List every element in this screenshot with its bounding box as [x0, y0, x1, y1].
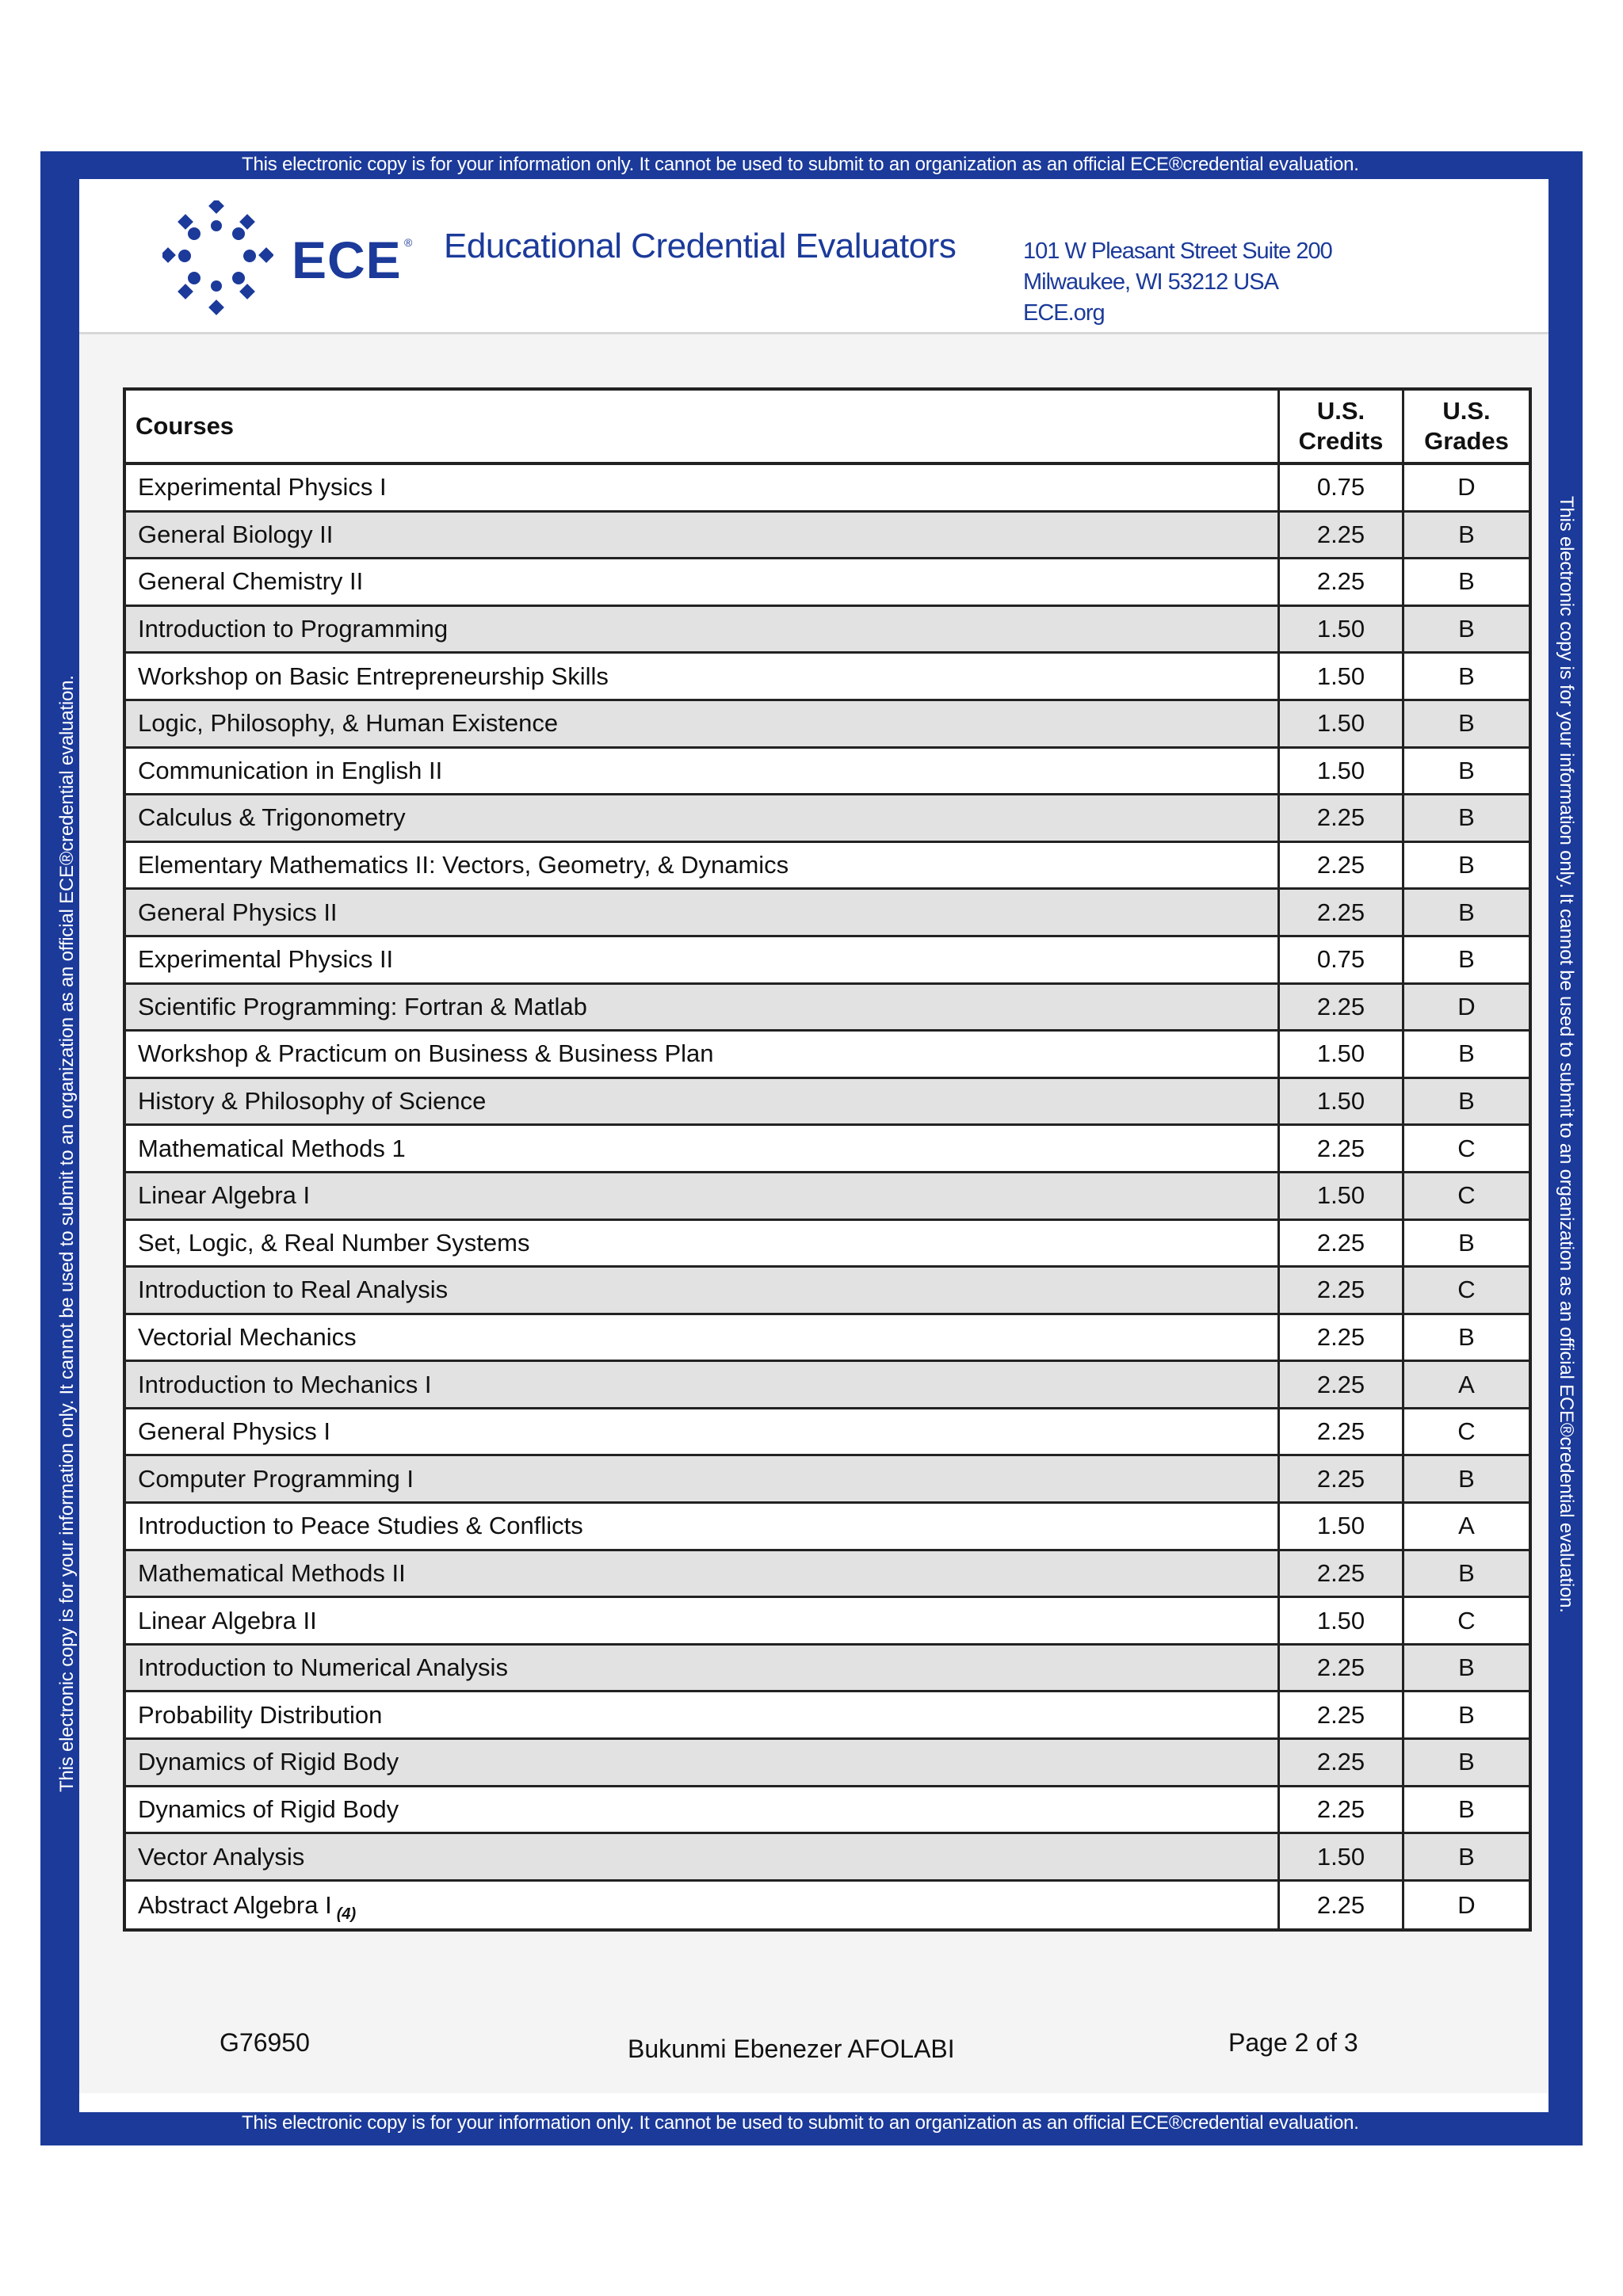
grade-cell: B	[1458, 662, 1475, 690]
credits-cell: 2.25	[1280, 1126, 1404, 1171]
credits-cell: 2.25	[1280, 1268, 1404, 1313]
grade-cell: B	[1458, 1039, 1475, 1068]
table-row	[126, 654, 1529, 701]
credits-cell: 0.75	[1280, 937, 1404, 982]
organization-name: Educational Credential Evaluators	[444, 227, 957, 265]
column-header-credits: U.S. Credits	[1280, 391, 1404, 462]
course-name-cell: Communication in English II	[126, 749, 1280, 794]
grade-cell: B	[1458, 1748, 1475, 1776]
grade-cell: B	[1458, 803, 1475, 832]
course-name-cell: Introduction to Numerical Analysis	[126, 1646, 1280, 1691]
table-row	[126, 1504, 1529, 1551]
reference-number: G76950	[220, 2028, 310, 2057]
course-name-cell: Logic, Philosophy, & Human Existence	[126, 701, 1280, 746]
credits-cell: 2.25	[1280, 843, 1404, 888]
column-header-courses: Courses	[126, 391, 1280, 462]
table-row	[126, 1173, 1529, 1221]
column-header-grades: U.S. Grades	[1424, 397, 1509, 455]
course-name-cell: General Physics I	[126, 1409, 1280, 1455]
logo-text: ECE	[292, 231, 402, 289]
credits-cell: 2.25	[1280, 795, 1404, 841]
credits-cell: 2.25	[1280, 890, 1404, 935]
logo-trademark: ®	[404, 236, 413, 249]
table-row	[126, 465, 1529, 513]
table-row	[126, 1362, 1529, 1409]
grade-cell: B	[1458, 1700, 1475, 1729]
grade-cell: C	[1457, 1606, 1476, 1634]
course-name-cell: Dynamics of Rigid Body	[126, 1740, 1280, 1785]
table-row	[126, 843, 1529, 891]
course-name-cell: Mathematical Methods 1	[126, 1126, 1280, 1171]
course-table	[123, 387, 1532, 1932]
table-row	[126, 985, 1529, 1032]
course-name-cell: Mathematical Methods II	[126, 1551, 1280, 1596]
course-name-cell: Computer Programming I	[126, 1456, 1280, 1501]
grade-cell: D	[1457, 1890, 1476, 1919]
grade-cell: B	[1458, 567, 1475, 596]
grade-cell: B	[1458, 945, 1475, 974]
credits-cell: 2.25	[1280, 1551, 1404, 1596]
table-row	[126, 890, 1529, 937]
table-row	[126, 1646, 1529, 1693]
course-name-cell: Linear Algebra I	[126, 1173, 1280, 1219]
course-name-cell: Probability Distribution	[126, 1692, 1280, 1737]
course-name-cell: General Biology II	[126, 513, 1280, 558]
table-row	[126, 749, 1529, 796]
table-row	[126, 1126, 1529, 1173]
table-row	[126, 607, 1529, 654]
grade-cell: B	[1458, 756, 1475, 784]
table-row	[126, 1787, 1529, 1835]
credits-cell: 2.25	[1280, 1362, 1404, 1407]
course-name-cell: Vectorial Mechanics	[126, 1315, 1280, 1360]
address-line-2: Milwaukee, WI 53212 USA	[1023, 269, 1278, 295]
course-name-cell: Experimental Physics II	[126, 937, 1280, 982]
table-row	[126, 1221, 1529, 1268]
course-name-cell: Introduction to Programming	[126, 607, 1280, 652]
credits-cell: 1.50	[1280, 1032, 1404, 1077]
table-row	[126, 1834, 1529, 1882]
credits-cell: 0.75	[1280, 465, 1404, 510]
grade-cell: B	[1458, 1322, 1475, 1351]
credits-cell: 1.50	[1280, 607, 1404, 652]
notice-banner-right: This electronic copy is for your information only. It cannot be used to submit to an organization as an official ECE®credential evaluation.	[1556, 496, 1577, 1613]
table-row	[126, 1079, 1529, 1127]
grade-cell: B	[1458, 1464, 1475, 1493]
grade-cell: C	[1457, 1134, 1476, 1162]
grade-cell: A	[1458, 1512, 1475, 1540]
grade-cell: D	[1457, 992, 1476, 1020]
table-row	[126, 1882, 1529, 1929]
grade-cell: D	[1457, 473, 1476, 502]
credits-cell: 1.50	[1280, 701, 1404, 746]
course-name-cell: Introduction to Real Analysis	[126, 1268, 1280, 1313]
credits-cell: 2.25	[1280, 1456, 1404, 1501]
grade-cell: B	[1458, 1794, 1475, 1823]
grade-cell: B	[1458, 851, 1475, 879]
credits-cell: 2.25	[1280, 1740, 1404, 1785]
course-name-cell: General Chemistry II	[126, 559, 1280, 605]
grade-cell: A	[1458, 1370, 1475, 1398]
credits-cell: 2.25	[1280, 1692, 1404, 1737]
credits-cell: 2.25	[1280, 1315, 1404, 1360]
grade-cell: B	[1458, 1228, 1475, 1257]
course-name-cell: Dynamics of Rigid Body	[126, 1787, 1280, 1833]
credits-cell: 2.25	[1280, 1787, 1404, 1833]
grade-cell: B	[1458, 898, 1475, 926]
course-name-cell: Set, Logic, & Real Number Systems	[126, 1221, 1280, 1266]
table-row	[126, 937, 1529, 985]
credits-cell: 2.25	[1280, 1646, 1404, 1691]
table-header	[126, 391, 1529, 465]
table-row	[126, 1268, 1529, 1315]
table-row	[126, 701, 1529, 749]
applicant-name: Bukunmi Ebenezer AFOLABI	[628, 2035, 955, 2063]
credits-cell: 2.25	[1280, 1221, 1404, 1266]
table-row	[126, 1409, 1529, 1457]
organization-address	[1023, 236, 1332, 329]
course-name-cell: Experimental Physics I	[126, 465, 1280, 510]
credits-cell: 1.50	[1280, 1834, 1404, 1879]
grade-cell: B	[1458, 1653, 1475, 1682]
course-name-cell: Vector Analysis	[126, 1834, 1280, 1879]
grade-cell: B	[1458, 615, 1475, 643]
credits-cell: 2.25	[1280, 1882, 1404, 1929]
credits-cell: 1.50	[1280, 1504, 1404, 1549]
course-name-cell: History & Philosophy of Science	[126, 1079, 1280, 1124]
course-name-cell: Workshop on Basic Entrepreneurship Skills	[126, 654, 1280, 699]
credits-cell: 2.25	[1280, 1409, 1404, 1455]
notice-banner-top: This electronic copy is for your information only. It cannot be used to submit to an organization as an official ECE®credential evaluation.	[242, 154, 1359, 175]
course-name-cell: Linear Algebra II	[126, 1598, 1280, 1643]
course-name-cell: Calculus & Trigonometry	[126, 795, 1280, 841]
table-row	[126, 513, 1529, 560]
grade-cell: B	[1458, 1558, 1475, 1587]
course-name-cell: Introduction to Peace Studies & Conflicts	[126, 1504, 1280, 1549]
course-name-cell: Introduction to Mechanics I	[126, 1362, 1280, 1407]
grade-cell: C	[1457, 1417, 1476, 1446]
grade-cell: B	[1458, 1087, 1475, 1116]
course-name-cell: Abstract Algebra I (4)	[126, 1882, 1280, 1929]
grade-cell: B	[1458, 1842, 1475, 1871]
credits-cell: 1.50	[1280, 1173, 1404, 1219]
ece-logo-icon	[162, 200, 273, 319]
course-name-cell: Elementary Mathematics II: Vectors, Geometry, & Dynamics	[126, 843, 1280, 888]
table-row	[126, 1692, 1529, 1740]
credits-cell: 1.50	[1280, 1079, 1404, 1124]
course-name-cell: Workshop & Practicum on Business & Business Plan	[126, 1032, 1280, 1077]
credits-cell: 1.50	[1280, 1598, 1404, 1643]
course-name-cell: Scientific Programming: Fortran & Matlab	[126, 985, 1280, 1030]
grade-cell: B	[1458, 709, 1475, 738]
table-row	[126, 559, 1529, 607]
website-link[interactable]: ECE.org	[1023, 300, 1105, 326]
footnote-marker: (4)	[336, 1905, 357, 1924]
credits-cell: 2.25	[1280, 513, 1404, 558]
credits-cell: 2.25	[1280, 985, 1404, 1030]
notice-banner-bottom: This electronic copy is for your information only. It cannot be used to submit to an organization as an official ECE®credential evaluation.	[242, 2112, 1359, 2134]
credits-cell: 2.25	[1280, 559, 1404, 605]
table-row	[126, 1032, 1529, 1079]
address-line-1: 101 W Pleasant Street Suite 200	[1023, 238, 1332, 264]
grade-cell: B	[1458, 520, 1475, 548]
table-row	[126, 795, 1529, 843]
notice-banner-left: This electronic copy is for your information only. It cannot be used to submit to an organization as an official ECE®credential evaluation.	[56, 675, 78, 1792]
table-row	[126, 1315, 1529, 1363]
grade-cell: C	[1457, 1276, 1476, 1304]
grade-cell: C	[1457, 1181, 1476, 1210]
table-row	[126, 1551, 1529, 1599]
credits-cell: 1.50	[1280, 749, 1404, 794]
page-number: Page 2 of 3	[1228, 2028, 1358, 2057]
table-row	[126, 1598, 1529, 1646]
credits-cell: 1.50	[1280, 654, 1404, 699]
table-row	[126, 1456, 1529, 1504]
header-divider	[79, 332, 1549, 334]
table-row	[126, 1740, 1529, 1787]
table-body	[126, 465, 1529, 1928]
course-name-cell: General Physics II	[126, 890, 1280, 935]
